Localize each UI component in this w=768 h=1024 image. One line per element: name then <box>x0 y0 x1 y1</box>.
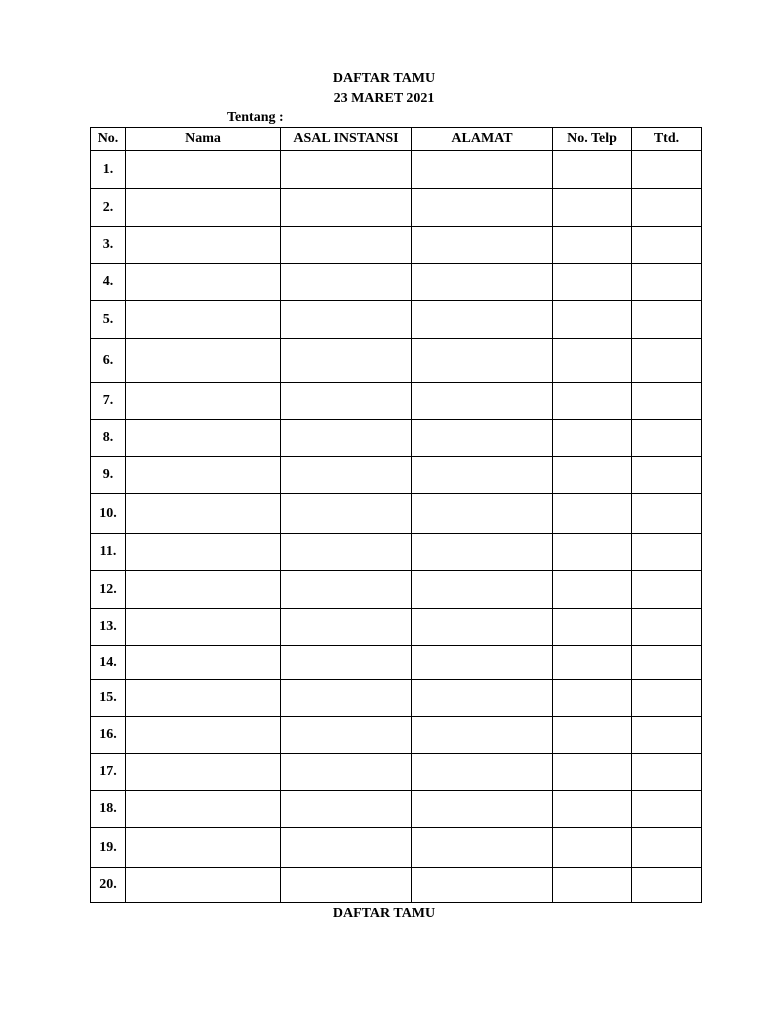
cell-nama <box>126 868 281 903</box>
row-number: 15. <box>91 680 126 717</box>
column-header-asal-instansi: ASAL INSTANSI <box>281 128 412 151</box>
row-number: 4. <box>91 264 126 301</box>
table-row <box>91 717 702 754</box>
cell-nama <box>126 339 281 383</box>
cell-nama <box>126 189 281 227</box>
cell-asal-instansi <box>281 534 412 571</box>
table-row <box>91 383 702 420</box>
cell-ttd <box>632 534 702 571</box>
cell-ttd <box>632 151 702 189</box>
cell-no-telp <box>553 717 632 754</box>
cell-asal-instansi <box>281 680 412 717</box>
cell-nama <box>126 227 281 264</box>
cell-nama <box>126 717 281 754</box>
cell-no-telp <box>553 189 632 227</box>
table-row <box>91 791 702 828</box>
cell-nama <box>126 457 281 494</box>
cell-alamat <box>412 754 553 791</box>
cell-alamat <box>412 420 553 457</box>
cell-alamat <box>412 339 553 383</box>
row-number: 8. <box>91 420 126 457</box>
cell-alamat <box>412 534 553 571</box>
cell-no-telp <box>553 646 632 680</box>
row-number: 19. <box>91 828 126 868</box>
column-header-alamat: ALAMAT <box>412 128 553 151</box>
row-number: 6. <box>91 339 126 383</box>
table-row <box>91 264 702 301</box>
cell-nama <box>126 494 281 534</box>
cell-nama <box>126 680 281 717</box>
cell-alamat <box>412 571 553 609</box>
cell-alamat <box>412 828 553 868</box>
cell-ttd <box>632 227 702 264</box>
row-number: 7. <box>91 383 126 420</box>
table-row <box>91 868 702 903</box>
row-number: 16. <box>91 717 126 754</box>
cell-no-telp <box>553 680 632 717</box>
cell-ttd <box>632 383 702 420</box>
cell-nama <box>126 791 281 828</box>
cell-no-telp <box>553 301 632 339</box>
footer-title: DAFTAR TAMU <box>332 906 436 921</box>
cell-alamat <box>412 264 553 301</box>
table-row <box>91 754 702 791</box>
cell-ttd <box>632 420 702 457</box>
cell-alamat <box>412 680 553 717</box>
row-number: 12. <box>91 571 126 609</box>
table-row <box>91 571 702 609</box>
cell-ttd <box>632 189 702 227</box>
column-header-ttd: Ttd. <box>632 128 702 151</box>
cell-nama <box>126 151 281 189</box>
cell-alamat <box>412 646 553 680</box>
cell-ttd <box>632 264 702 301</box>
table-header-row <box>91 128 702 151</box>
table-row <box>91 646 702 680</box>
cell-asal-instansi <box>281 754 412 791</box>
cell-asal-instansi <box>281 646 412 680</box>
table-row <box>91 494 702 534</box>
cell-alamat <box>412 868 553 903</box>
cell-ttd <box>632 571 702 609</box>
cell-nama <box>126 609 281 646</box>
cell-asal-instansi <box>281 301 412 339</box>
cell-no-telp <box>553 383 632 420</box>
cell-nama <box>126 828 281 868</box>
table-row <box>91 301 702 339</box>
cell-nama <box>126 420 281 457</box>
cell-no-telp <box>553 534 632 571</box>
table-body <box>91 151 702 903</box>
cell-nama <box>126 754 281 791</box>
cell-alamat <box>412 457 553 494</box>
cell-alamat <box>412 791 553 828</box>
row-number: 11. <box>91 534 126 571</box>
cell-ttd <box>632 301 702 339</box>
cell-no-telp <box>553 457 632 494</box>
row-number: 1. <box>91 151 126 189</box>
cell-ttd <box>632 791 702 828</box>
table-row <box>91 609 702 646</box>
cell-asal-instansi <box>281 189 412 227</box>
cell-asal-instansi <box>281 151 412 189</box>
cell-ttd <box>632 754 702 791</box>
cell-ttd <box>632 646 702 680</box>
cell-asal-instansi <box>281 383 412 420</box>
cell-alamat <box>412 494 553 534</box>
cell-asal-instansi <box>281 828 412 868</box>
cell-no-telp <box>553 571 632 609</box>
cell-asal-instansi <box>281 868 412 903</box>
cell-alamat <box>412 301 553 339</box>
row-number: 14. <box>91 646 126 680</box>
row-number: 2. <box>91 189 126 227</box>
cell-no-telp <box>553 227 632 264</box>
row-number: 18. <box>91 791 126 828</box>
cell-ttd <box>632 717 702 754</box>
cell-nama <box>126 646 281 680</box>
cell-nama <box>126 571 281 609</box>
column-header-nama: Nama <box>126 128 281 151</box>
cell-alamat <box>412 189 553 227</box>
cell-no-telp <box>553 339 632 383</box>
cell-asal-instansi <box>281 609 412 646</box>
cell-asal-instansi <box>281 494 412 534</box>
cell-no-telp <box>553 151 632 189</box>
cell-no-telp <box>553 609 632 646</box>
cell-ttd <box>632 868 702 903</box>
row-number: 13. <box>91 609 126 646</box>
cell-ttd <box>632 680 702 717</box>
document-title: DAFTAR TAMU <box>332 71 436 86</box>
cell-asal-instansi <box>281 227 412 264</box>
row-number: 5. <box>91 301 126 339</box>
table-row <box>91 457 702 494</box>
row-number: 10. <box>91 494 126 534</box>
row-number: 3. <box>91 227 126 264</box>
table-row <box>91 680 702 717</box>
cell-asal-instansi <box>281 457 412 494</box>
column-header-no: No. <box>91 128 126 151</box>
cell-alamat <box>412 383 553 420</box>
cell-no-telp <box>553 754 632 791</box>
table-row <box>91 339 702 383</box>
column-header-no-telp: No. Telp <box>553 128 632 151</box>
row-number: 9. <box>91 457 126 494</box>
cell-no-telp <box>553 494 632 534</box>
cell-ttd <box>632 494 702 534</box>
cell-no-telp <box>553 420 632 457</box>
cell-asal-instansi <box>281 571 412 609</box>
cell-asal-instansi <box>281 264 412 301</box>
cell-asal-instansi <box>281 420 412 457</box>
cell-alamat <box>412 609 553 646</box>
cell-ttd <box>632 609 702 646</box>
topic-label: Tentang : <box>227 110 284 125</box>
table-row <box>91 828 702 868</box>
cell-no-telp <box>553 791 632 828</box>
cell-nama <box>126 264 281 301</box>
cell-nama <box>126 383 281 420</box>
cell-asal-instansi <box>281 791 412 828</box>
cell-no-telp <box>553 828 632 868</box>
row-number: 17. <box>91 754 126 791</box>
cell-alamat <box>412 151 553 189</box>
cell-nama <box>126 534 281 571</box>
row-number: 20. <box>91 868 126 903</box>
cell-nama <box>126 301 281 339</box>
table-row <box>91 227 702 264</box>
table-row <box>91 189 702 227</box>
table-row <box>91 151 702 189</box>
cell-asal-instansi <box>281 717 412 754</box>
document-date: 23 MARET 2021 <box>333 91 435 106</box>
cell-ttd <box>632 828 702 868</box>
table-row <box>91 534 702 571</box>
table-row <box>91 420 702 457</box>
cell-no-telp <box>553 264 632 301</box>
cell-no-telp <box>553 868 632 903</box>
guest-list-table <box>90 127 702 903</box>
cell-ttd <box>632 457 702 494</box>
cell-alamat <box>412 717 553 754</box>
cell-asal-instansi <box>281 339 412 383</box>
cell-alamat <box>412 227 553 264</box>
cell-ttd <box>632 339 702 383</box>
